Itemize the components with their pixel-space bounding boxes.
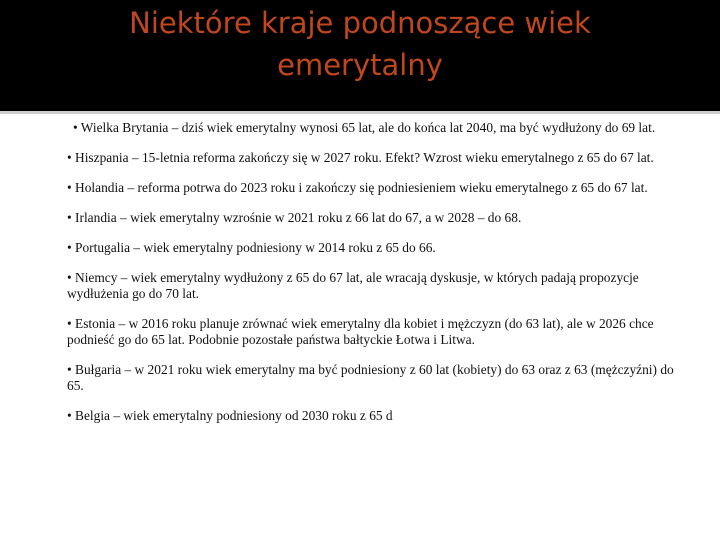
bullet-item-bulgaria: • Bułgaria – w 2021 roku wiek emerytalny ma być podniesiony z 60 lat (kobiety) do 63 oraz z 63 (mężczyźni) do 65.	[67, 362, 674, 393]
bullet-item-germany: • Niemcy – wiek emerytalny wydłużony z 65 do 67 lat, ale wracają dyskusje, w których padają propozycje wydłużenia go do 70 lat.	[67, 270, 639, 301]
bullet-item-uk: • Wielka Brytania – dziś wiek emerytalny wynosi 65 lat, ale do końca lat 2040, ma być wydłużony do 69 lat.	[73, 120, 656, 135]
slide-title-line-1: Niektóre kraje podnoszące wiek	[129, 6, 591, 40]
bullet-item-netherlands: • Holandia – reforma potrwa do 2023 roku i zakończy się podniesieniem wieku emerytalnego z 65 do 67 lat.	[67, 180, 648, 195]
bullet-item-spain: • Hiszpania – 15-letnia reforma zakończy się w 2027 roku. Efekt? Wzrost wieku emerytalnego z 65 do 67 lat.	[67, 150, 654, 165]
bullet-item-estonia: • Estonia – w 2016 roku planuje zrównać wiek emerytalny dla kobiet i mężczyzn (do 63 lat), ale w 2026 chce podnieść go do 65 lat. Podobnie pozostałe państwa bałtyckie Łotwa i Litwa.	[67, 316, 654, 347]
bullet-item-portugal: • Portugalia – wiek emerytalny podniesiony w 2014 roku z 65 do 66.	[67, 240, 436, 255]
slide-title	[0, 2, 720, 86]
slide-title-line-2: emerytalny	[277, 48, 443, 82]
bullet-item-ireland: • Irlandia – wiek emerytalny wzrośnie w 2021 roku z 66 lat do 67, a w 2028 – do 68.	[67, 210, 522, 225]
bullet-list	[67, 120, 687, 438]
bullet-item-belgium: • Belgia – wiek emerytalny podniesiony od 2030 roku z 65 d	[67, 408, 393, 423]
title-divider	[0, 111, 720, 114]
title-bar	[0, 0, 720, 111]
